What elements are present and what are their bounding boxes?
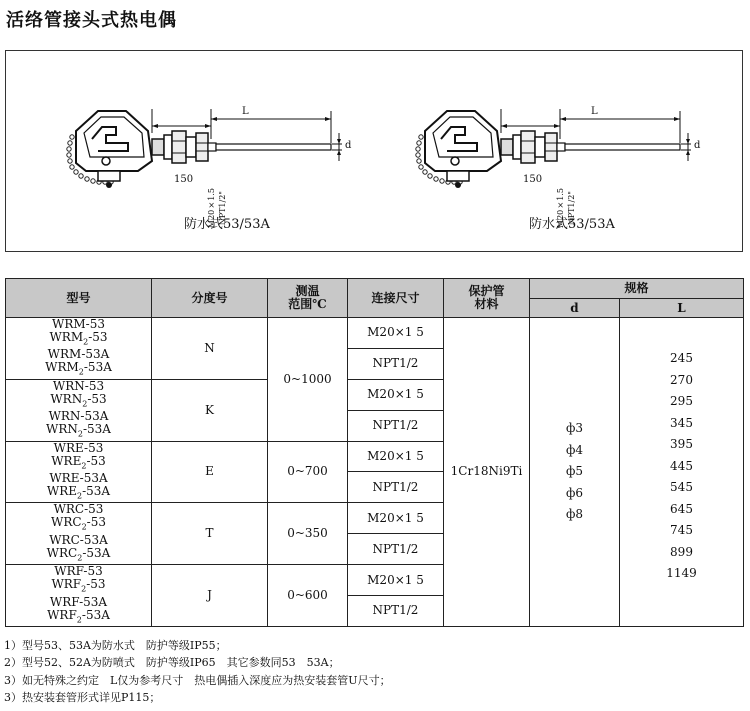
range-cell: 0~700 [268,441,348,503]
model-cell [6,565,152,627]
thermocouple-drawings [6,51,744,253]
dim-d-label: d [345,140,352,151]
model-name: $WRF_2-53$ [51,577,106,594]
header-range [268,279,348,318]
connection-cell: M20×1 5 [348,503,444,534]
connection-cell: NPT1/2 [348,472,444,503]
connection-cell: M20×1 5 [348,318,444,349]
dim-150-label: 150 [523,174,543,185]
L-value: 545 [670,480,693,494]
range-cell: 0~1000 [268,318,348,442]
header-d: d [530,299,620,318]
range-cell: 0~350 [268,503,348,565]
L-value: 445 [670,458,693,473]
header-material-line1: 保护管 [468,284,505,298]
diagram-panel [5,50,743,252]
model-name: WRN-53 [52,378,105,393]
model-name: WRC-53A [49,532,108,547]
header-material [444,279,530,318]
header-spec: 规格 [530,279,744,299]
dim-L-label: L [591,106,598,117]
footnotes [4,637,391,706]
spec-table [5,278,744,627]
d-values-cell [530,318,620,627]
model-cell [6,503,152,565]
L-value: 270 [670,372,693,387]
header-range-line1: 测温 [295,284,320,298]
footnote: 3）如无特殊之约定 L仅为参考尺寸 热电偶插入深度应为热安装套管U尺寸； [4,673,391,687]
page-title: 活络管接头式热电偶 [6,10,177,31]
L-value: 899 [670,544,693,559]
L-value: 295 [670,394,693,408]
dim-d-label: d [694,140,701,151]
d-value: ф5 [565,464,584,479]
diagram-caption-right: 防水式53/53A [529,217,615,232]
model-cell [6,379,152,441]
d-value: ф6 [565,485,584,500]
graduation-cell: T [152,503,268,565]
d-value: ф3 [565,421,584,436]
model-cell [6,318,152,380]
L-value: 395 [670,437,693,451]
model-name: WRE-53A [49,470,108,485]
model-name: $WRM_2-53A$ [45,360,112,377]
model-name: $WRE_2-53$ [51,453,106,470]
connection-cell: M20×1 5 [348,379,444,410]
connection-cell: NPT1/2 [348,410,444,441]
model-name: WRF-53A [49,594,108,609]
header-range-line2: 范围℃ [288,297,327,311]
connection-cell: M20×1 5 [348,441,444,472]
L-value: 745 [670,523,693,537]
graduation-cell: E [152,441,268,503]
header-L: L [620,299,744,318]
connection-cell: NPT1/2 [348,348,444,379]
footnote: 3）热安装套管形式详见P115； [4,690,161,704]
model-name: $WRE_2-53A$ [46,483,111,501]
L-value: 245 [670,351,693,365]
dim-150-label: 150 [174,174,194,185]
L-value: 645 [670,501,693,516]
header-model: 型号 [6,279,152,318]
material-cell: 1Cr18Ni9Ti [444,318,530,627]
thread-npt-label: NPT1/2" [218,191,227,226]
d-value: ф4 [565,442,584,457]
model-name: WRC-53 [53,502,104,517]
model-name: WRF-53 [54,564,103,579]
header-material-line2: 材料 [474,297,499,311]
footnote: 1）型号53、53A为防水式 防护等级IP55； [4,639,227,652]
model-cell [6,441,152,503]
graduation-cell: J [152,565,268,627]
L-value: 1149 [666,566,697,580]
model-name: WRM-53A [47,347,110,362]
thread-m20-label: M20×1.5 [556,188,565,229]
connection-cell: M20×1 5 [348,565,444,596]
connection-cell: NPT1/2 [348,534,444,565]
model-name: WRM-53 [52,317,105,331]
graduation-cell: K [152,379,268,441]
model-name: $WRN_2-53$ [50,391,107,409]
model-name: WRE-53 [53,440,104,455]
model-name: $WRC_2-53A$ [46,545,111,563]
diagram-caption-left: 防水式53/53A [184,217,270,232]
range-cell: 0~600 [268,565,348,627]
model-name: WRN-53A [48,409,109,424]
model-name: $WRF_2-53A$ [47,607,110,624]
graduation-cell: N [152,318,268,380]
L-values-cell [620,318,744,627]
model-name: $WRN_2-53A$ [46,422,111,439]
thread-m20-label: M20×1.5 [207,188,216,229]
L-value: 345 [670,415,693,430]
model-name: $WRM_2-53$ [49,330,108,347]
header-connection: 连接尺寸 [348,279,444,318]
thread-npt-label: NPT1/2" [567,191,576,226]
dim-L-label: L [242,106,249,117]
connection-cell: NPT1/2 [348,596,444,627]
d-value: ф8 [565,507,584,522]
footnote: 2）型号52、52A为防喷式 防护等级IP65 其它参数同53 53A； [4,656,340,670]
model-name: $WRC_2-53$ [51,515,106,532]
header-graduation: 分度号 [152,279,268,318]
